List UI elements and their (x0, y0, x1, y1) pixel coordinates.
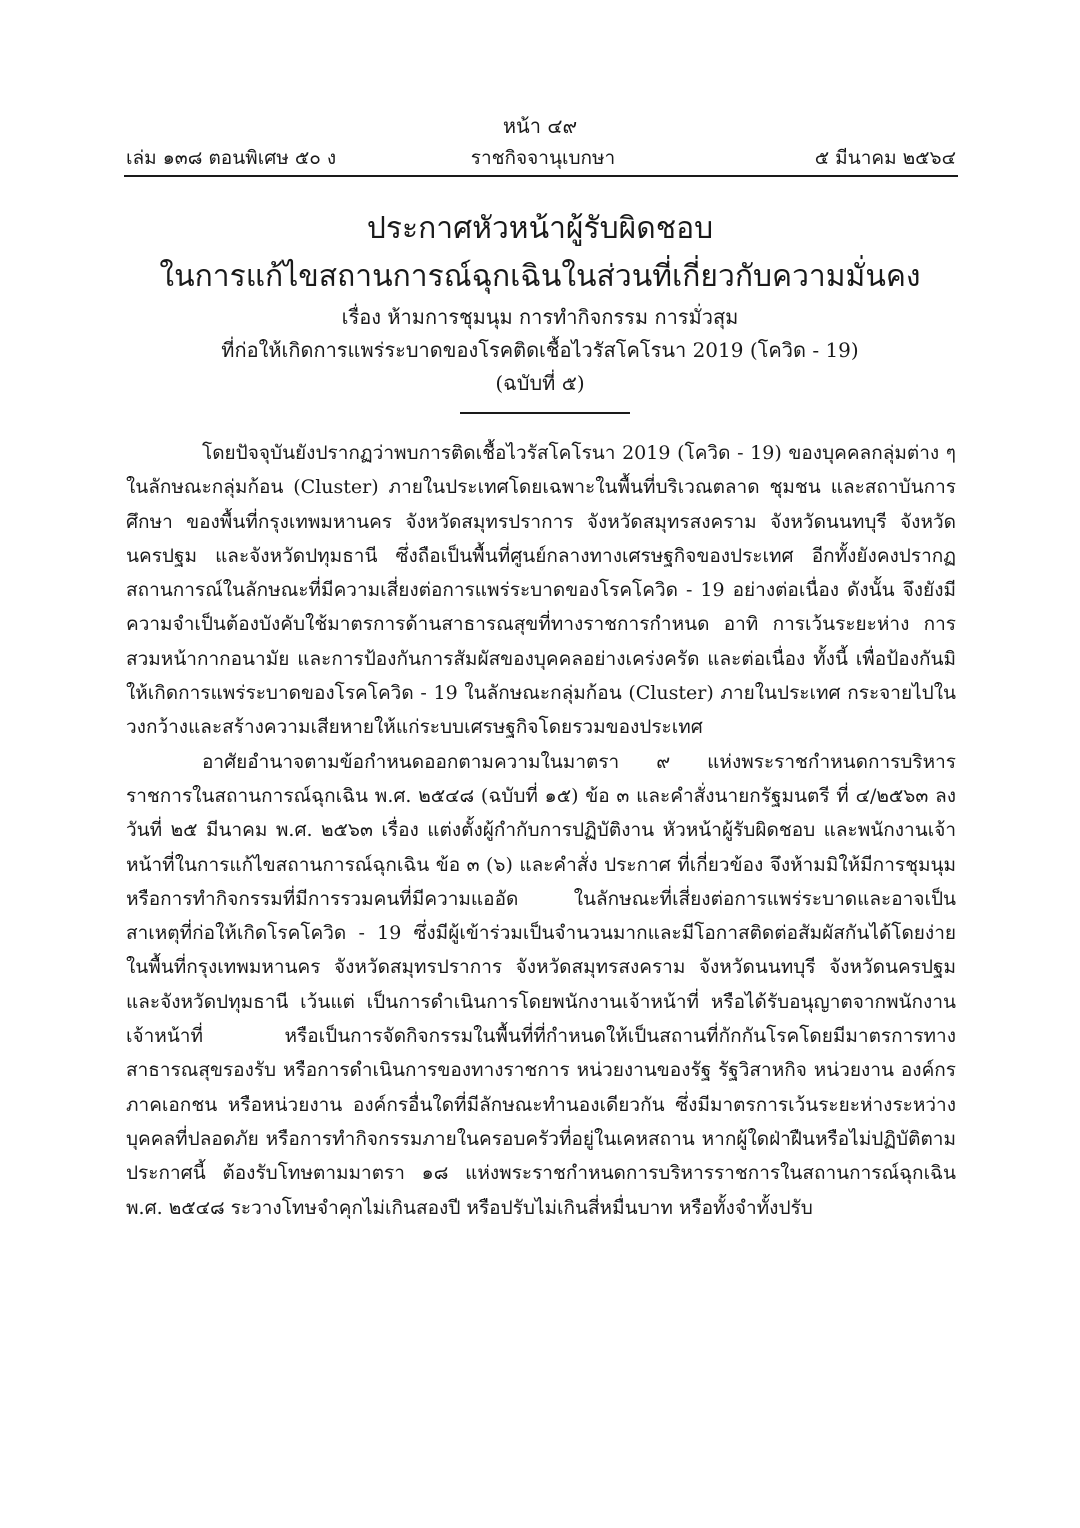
announcement-subject: เรื่อง ห้ามการชุมนุม การทำกิจกรรม การมั่วสุม (341, 305, 739, 329)
volume-issue: เล่ม ๑๓๘ ตอนพิเศษ ๕๐ ง (126, 147, 337, 169)
page-number: หน้า ๔๙ (502, 114, 578, 138)
title-divider (460, 412, 630, 414)
body-paragraph: อาศัยอำนาจตามข้อกำหนดออกตามความในมาตรา ๙ แห่งพระราชกำหนดการบริหารราชการในสถานการณ์ฉุกเฉิน พ.ศ. ๒๕๔๘ (ฉบับที่ ๑๕) ข้อ ๓ และคำสั่งนายกรัฐมนตรี ที่ ๔/๒๕๖๓ ลงวันที่ ๒๕ มีนาคม พ.ศ. ๒๕๖๓ เรื่อง แต่งตั้งผู้กำกับการปฏิบัติงาน หัวหน้าผู้รับผิดชอบ และพนักงานเจ้าหน้าที่ในการแก้ไขสถานการณ์ฉุกเฉิน ข้อ ๓ (๖) และคำสั่ง ประกาศ ที่เกี่ยวข้อง จึงห้ามมิให้มีการชุมนุม หรือการทำกิจกรรมที่มีการรวมคนที่มีความแออัด ในลักษณะที่เสี่ยงต่อการแพร่ระบาดและอาจเป็นสาเหตุที่ก่อให้เกิดโรคโควิด - 19 ซึ่งมีผู้เข้าร่วมเป็นจำนวนมากและมีโอกาสติดต่อสัมผัสกันได้โดยง่าย ในพื้นที่กรุงเทพมหานคร จังหวัดสมุทรปราการ จังหวัดสมุทรสงคราม จังหวัดนนทบุรี จังหวัดนครปฐม และจังหวัดปทุมธานี เว้นแต่ เป็นการดำเนินการโดยพนักงานเจ้าหน้าที่ หรือได้รับอนุญาตจากพนักงานเจ้าหน้าที่ หรือเป็นการจัดกิจกรรมในพื้นที่ที่กำหนดให้เป็นสถานที่กักกันโรคโดยมีมาตรการทางสาธารณสุขรองรับ หรือการดำเนินการของทางราชการ หน่วยงานของรัฐ รัฐวิสาหกิจ หน่วยงาน องค์กร ภาคเอกชน หรือหน่วยงาน องค์กรอื่นใดที่มีลักษณะทำนองเดียวกัน ซึ่งมีมาตรการเว้นระยะห่างระหว่างบุคคลที่ปลอดภัย หรือการทำกิจกรรมภายในครอบครัวที่อยู่ในเคหสถาน หากผู้ใดฝ่าฝืนหรือไม่ปฏิบัติตามประกาศนี้ ต้องรับโทษตามมาตรา ๑๘ แห่งพระราชกำหนดการบริหารราชการในสถานการณ์ฉุกเฉิน พ.ศ. ๒๕๔๘ ระวางโทษจำคุกไม่เกินสองปี หรือปรับไม่เกินสี่หมื่นบาท หรือทั้งจำทั้งปรับ (126, 750, 956, 1219)
announcement-title: ประกาศหัวหน้าผู้รับผิดชอบ (366, 211, 714, 246)
announcement-title-block (0, 205, 1080, 400)
gazette-header (126, 144, 956, 174)
publication-date: ๕ มีนาคม ๒๕๖๔ (814, 147, 956, 169)
body-paragraph: โดยปัจจุบันยังปรากฏว่าพบการติดเชื้อไวรัสโคโรนา 2019 (โควิด - 19) ของบุคคลกลุ่มต่าง ๆ ในลักษณะกลุ่มก้อน (Cluster) ภายในประเทศโดยเฉพาะในพื้นที่บริเวณตลาด ชุมชน และสถาบันการศึกษา ของพื้นที่กรุงเทพมหานคร จังหวัดสมุทรปราการ จังหวัดสมุทรสงคราม จังหวัดนนทบุรี จังหวัดนครปฐม และจังหวัดปทุมธานี ซึ่งถือเป็นพื้นที่ศูนย์กลางทางเศรษฐกิจของประเทศ อีกทั้งยังคงปรากฏสถานการณ์ในลักษณะที่มีความเสี่ยงต่อการแพร่ระบาดของโรคโควิด - 19 อย่างต่อเนื่อง ดังนั้น จึงยังมีความจำเป็นต้องบังคับใช้มาตรการด้านสาธารณสุขที่ทางราชการกำหนด อาทิ การเว้นระยะห่าง การสวมหน้ากากอนามัย และการป้องกันการสัมผัสของบุคคลอย่างเคร่งครัด และต่อเนื่อง ทั้งนี้ เพื่อป้องกันมิให้เกิดการแพร่ระบาดของโรคโควิด - 19 ในลักษณะกลุ่มก้อน (Cluster) ภายในประเทศ กระจายไปในวงกว้างและสร้างความเสียหายให้แก่ระบบเศรษฐกิจโดยรวมของประเทศ (126, 442, 956, 739)
announcement-subject-continued: ที่ก่อให้เกิดการแพร่ระบาดของโรคติดเชื้อไวรัสโคโรนา 2019 (โควิด - 19) (221, 338, 859, 362)
announcement-edition: (ฉบับที่ ๕) (495, 371, 585, 395)
publication-name: ราชกิจจานุเบกษา (470, 147, 616, 169)
announcement-title-continued: ในการแก้ไขสถานการณ์ฉุกเฉินในส่วนที่เกี่ยวกับความมั่นคง (159, 259, 921, 294)
header-divider (124, 175, 958, 177)
announcement-body (126, 436, 956, 1225)
